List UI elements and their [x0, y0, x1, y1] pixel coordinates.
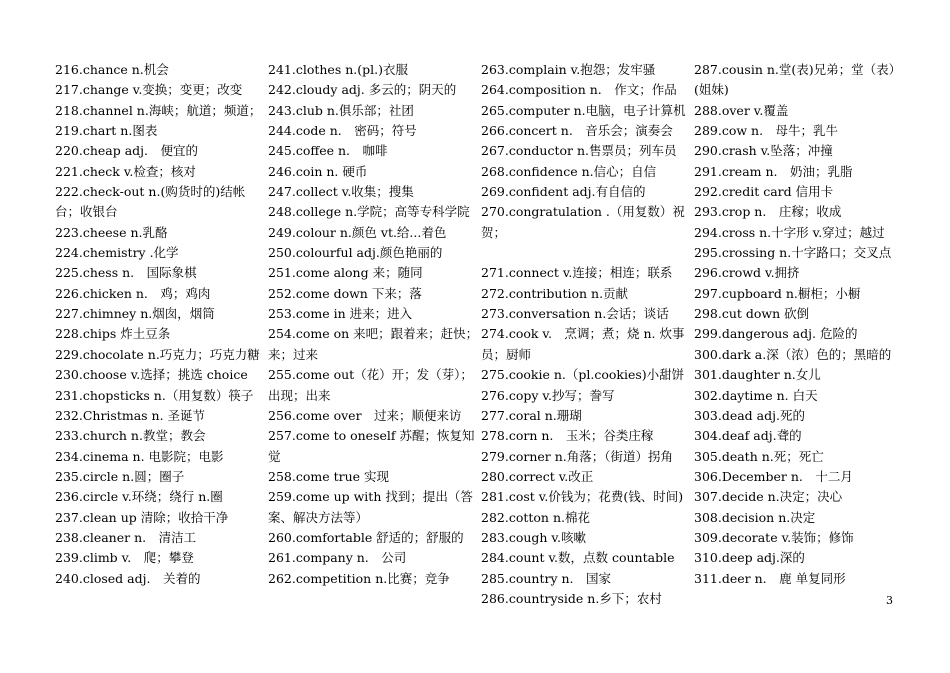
- vocab-entry: 221.check v.检查；核对: [55, 163, 196, 179]
- vocab-entry: 246.coin n. 硬币: [268, 163, 368, 179]
- vocab-entry: 247.collect v.收集；搜集: [268, 184, 414, 200]
- vocab-entry: 299.dangerous adj. 危险的: [694, 326, 858, 342]
- vocab-entry: 283.cough v.咳嗽: [481, 529, 586, 545]
- vocab-entry: 236.circle v.环绕；绕行 n.圈: [55, 489, 223, 505]
- vocab-entry: 306.December n. 十二月: [694, 468, 853, 484]
- vocab-entry: 266.concert n. 音乐会；演奏会: [481, 123, 673, 139]
- vocab-entry: 290.crash v.坠落；冲撞: [694, 143, 833, 159]
- vocab-entry: 234.cinema n. 电影院；电影: [55, 448, 224, 464]
- vocab-entry: 303.dead adj.死的: [694, 407, 805, 423]
- vocab-entry: 223.cheese n.乳酪: [55, 224, 168, 240]
- vocab-entry: 308.decision n.决定: [694, 509, 816, 525]
- vocab-entry: 230.choose v.选择；挑选 choice: [55, 367, 248, 383]
- vocab-entry: 225.chess n. 国际象棋: [55, 265, 197, 281]
- vocab-entry: 224.chemistry .化学: [55, 245, 179, 261]
- vocab-entry: 262.competition n.比赛；竞争: [268, 570, 450, 586]
- vocab-entry: 229.chocolate n.巧克力；巧克力糖: [55, 346, 260, 362]
- vocab-entry: 275.cookie n.（pl.cookies)小甜饼: [481, 367, 685, 383]
- vocab-entry: 256.come over 过来；顺便来访: [268, 407, 462, 423]
- vocab-entry: 276.copy v.抄写；誊写: [481, 387, 615, 403]
- vocab-entry: 268.confidence n.信心；自信: [481, 163, 657, 179]
- vocab-entry: 302.daytime n. 白天: [694, 387, 818, 403]
- vocab-entry: 243.club n.俱乐部；社团: [268, 102, 414, 118]
- vocab-entry: 227.chimney n.烟囱，烟筒: [55, 306, 215, 322]
- vocab-entry: 226.chicken n. 鸡；鸡肉: [55, 285, 211, 301]
- vocab-entry: 218.channel n.海峡；航道；频道；: [55, 102, 262, 118]
- page-number: 3: [886, 594, 893, 607]
- vocab-entry: 289.cow n. 母牛；乳牛: [694, 123, 839, 139]
- vocab-entry: 310.deep adj.深的: [694, 550, 805, 566]
- vocab-entry: 255.come out（花）开；发（芽）；出现；出来: [268, 367, 473, 403]
- vocab-entry: 237.clean up 清除；收拾干净: [55, 509, 229, 525]
- vocab-entry: 282.cotton n.棉花: [481, 509, 590, 525]
- vocab-entry: 297.cupboard n.橱柜；小橱: [694, 285, 861, 301]
- vocab-entry: 286.countryside n.乡下；农村: [481, 590, 662, 606]
- vocab-entry: 241.clothes n.(pl.)衣服: [268, 62, 408, 77]
- vocab-entry: 219.chart n.图表: [55, 123, 158, 139]
- vocab-entry: 263.complain v.抱怨；发牢骚: [481, 62, 656, 77]
- vocab-entry: 251.come along 来；随同: [268, 265, 423, 281]
- vocab-entry: 311.deer n. 鹿 单复同形: [694, 570, 846, 586]
- vocab-entry: 253.come in 进来；进入: [268, 306, 413, 322]
- vocab-entry: 281.cost v.价钱为；花费(钱、时间): [481, 489, 684, 505]
- vocab-entry: 259.come up with 找到；提出（答案、解决方法等）: [268, 489, 473, 525]
- vocab-entry: 295.crossing n.十字路口；交叉点: [694, 245, 892, 261]
- vocab-entry: 244.code n. 密码；符号: [268, 123, 417, 139]
- vocab-entry: 216.chance n.机会: [55, 62, 169, 77]
- vocab-entry: 269.confident adj.有自信的: [481, 184, 646, 200]
- vocab-entry: 235.circle n.圆；圈子: [55, 468, 185, 484]
- vocab-entry: 231.chopsticks n.（用复数）筷子: [55, 387, 254, 403]
- vocab-entry: 272.contribution n.贡献: [481, 285, 629, 301]
- vocab-entry: 242.cloudy adj. 多云的；阴天的: [268, 82, 457, 98]
- vocab-entry: 287.cousin n.堂(表)兄弟；堂（表）(姐妹): [694, 62, 902, 98]
- vocab-entry: 264.composition n. 作文；作品: [481, 82, 677, 98]
- vocab-entry: 273.conversation n.会话；谈话: [481, 306, 669, 322]
- vocab-entry: [481, 243, 693, 263]
- vocab-entry: 233.church n.教堂；教会: [55, 428, 206, 444]
- vocab-entry: 254.come on 来吧；跟着来；赶快；来；过来: [268, 326, 479, 362]
- vocab-entry: 238.cleaner n. 清洁工: [55, 529, 197, 545]
- vocab-entry: 305.death n.死；死亡: [694, 448, 824, 464]
- vocab-entry: 307.decide n.决定；决心: [694, 489, 843, 505]
- vocab-entry: 301.daughter n.女儿: [694, 367, 821, 383]
- vocab-entry: 217.change v.变换；变更；改变: [55, 82, 243, 98]
- vocab-entry: 294.cross n.十字形 v.穿过；越过: [694, 224, 885, 240]
- vocab-entry: 257.come to oneself 苏醒；恢复知觉: [268, 428, 475, 464]
- vocab-entry: 298.cut down 砍倒: [694, 306, 810, 322]
- vocab-entry: 292.credit card 信用卡: [694, 184, 834, 200]
- vocab-column-3: [481, 60, 693, 609]
- vocab-entry: 274.cook v. 烹调；煮；烧 n. 炊事员；厨师: [481, 326, 685, 362]
- vocab-entry: 277.coral n.珊瑚: [481, 407, 582, 423]
- vocab-entry: 271.connect v.连接；相连；联系: [481, 265, 673, 281]
- vocab-entry: 222.check-out n.(购货时的)结帐台；收银台: [55, 184, 246, 220]
- vocab-entry: 300.dark a.深（浓）色的；黑暗的: [694, 346, 892, 362]
- vocab-entry: 270.congratulation .（用复数）祝贺；: [481, 204, 685, 240]
- vocab-entry: 293.crop n. 庄稼；收成: [694, 204, 842, 220]
- vocab-entry: 291.cream n. 奶油；乳脂: [694, 163, 853, 179]
- vocab-entry: 220.cheap adj. 便宜的: [55, 143, 199, 159]
- vocab-entry: 267.conductor n.售票员；列车员: [481, 143, 677, 159]
- vocab-entry: 250.colourful adj.颜色艳丽的: [268, 245, 443, 261]
- vocab-entry: 285.country n. 国家: [481, 570, 612, 586]
- vocab-column-2: [268, 60, 480, 589]
- vocab-entry: 245.coffee n. 咖啡: [268, 143, 388, 159]
- vocab-entry: 288.over v.覆盖: [694, 102, 789, 118]
- vocab-entry: 240.closed adj. 关着的: [55, 570, 201, 586]
- vocab-entry: 228.chips 炸土豆条: [55, 326, 171, 342]
- vocab-entry: 261.company n. 公司: [268, 550, 407, 566]
- vocab-entry: 278.corn n. 玉米；谷类庄稼: [481, 428, 654, 444]
- vocab-entry: 304.deaf adj.聋的: [694, 428, 802, 444]
- vocab-entry: 280.correct v.改正: [481, 468, 594, 484]
- vocab-entry: 239.climb v. 爬；攀登: [55, 550, 194, 566]
- vocab-entry: 232.Christmas n. 圣诞节: [55, 407, 206, 423]
- vocab-entry: 260.comfortable 舒适的；舒服的: [268, 529, 464, 545]
- vocab-column-4: [694, 60, 906, 589]
- vocab-entry: 309.decorate v.装饰；修饰: [694, 529, 854, 545]
- vocab-entry: 249.colour n.颜色 vt.给...着色: [268, 224, 447, 240]
- vocab-entry: 296.crowd v.拥挤: [694, 265, 800, 281]
- vocab-entry: 279.corner n.角落；（街道）拐角: [481, 448, 674, 464]
- vocab-entry: 258.come true 实现: [268, 468, 390, 484]
- vocab-entry: 265.computer n.电脑，电子计算机: [481, 102, 686, 118]
- vocab-entry: 252.come down 下来；落: [268, 285, 422, 301]
- vocab-entry: 284.count v.数，点数 countable: [481, 550, 675, 566]
- vocab-column-1: [55, 60, 267, 589]
- vocab-entry: 248.college n.学院；高等专科学院: [268, 204, 470, 220]
